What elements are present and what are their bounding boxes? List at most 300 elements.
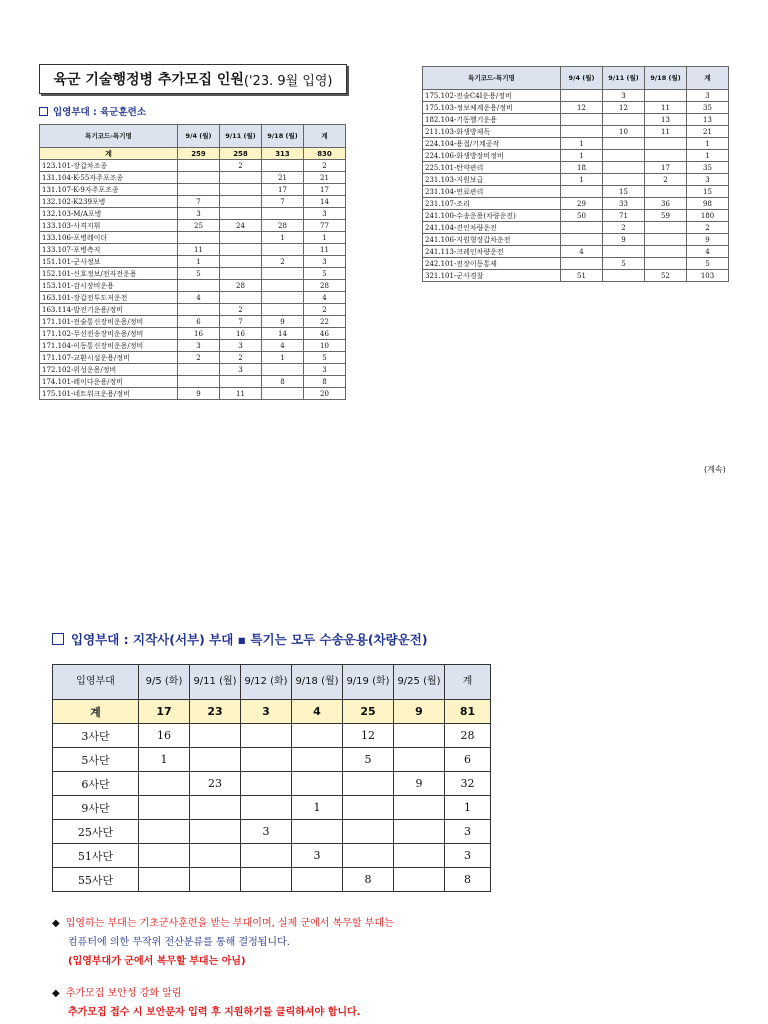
table-western-command: [52, 664, 491, 892]
cell-d2: 2: [220, 304, 262, 316]
table-row: [423, 90, 729, 102]
cell-d3: 28: [262, 220, 304, 232]
table-row: [53, 796, 491, 820]
cell-d3: [262, 388, 304, 400]
table-row: [423, 174, 729, 186]
cell-total: 8: [304, 376, 346, 388]
table-row: [40, 196, 346, 208]
cell-d1: [561, 234, 603, 246]
cell: [292, 724, 343, 748]
cell: 5: [343, 748, 394, 772]
header-cell: 9/5 (화): [139, 665, 190, 700]
cell-d3: [645, 150, 687, 162]
table-row: [40, 364, 346, 376]
note1-line1: 입영하는 부대는 기초군사훈련을 받는 부대이며, 실제 군에서 복무할 부대는: [65, 918, 394, 929]
unit-name: 25사단: [53, 820, 139, 844]
cell-total: 9: [687, 234, 729, 246]
cell-d2: 9: [603, 234, 645, 246]
table-row: [40, 340, 346, 352]
table-row: [423, 258, 729, 270]
table-row: [423, 138, 729, 150]
table-row: [40, 160, 346, 172]
cell-total: 3: [687, 174, 729, 186]
cell: [139, 796, 190, 820]
cell-d3: 2: [645, 174, 687, 186]
cell-total: 10: [304, 340, 346, 352]
diamond-bullet-icon: ◆: [52, 918, 60, 929]
cell-d2: [603, 114, 645, 126]
cell-d1: 6: [178, 316, 220, 328]
cell: [139, 820, 190, 844]
cell-d2: 28: [220, 280, 262, 292]
table-row: [53, 868, 491, 892]
specialty-name: 171.101-전술통신장비운용/정비: [40, 316, 178, 328]
cell-d3: [645, 222, 687, 234]
specialty-name: 172.102-위성운용/정비: [40, 364, 178, 376]
cell: [394, 868, 445, 892]
specialty-name: 133.103-사격지휘: [40, 220, 178, 232]
cell-d1: 3: [178, 340, 220, 352]
cell-d3: 52: [645, 270, 687, 282]
specialty-name: 152.101-신호정보/전자전운용: [40, 268, 178, 280]
specialty-name: 171.102-무선전송장비운용/정비: [40, 328, 178, 340]
cell-d2: [603, 246, 645, 258]
title-sub: ('23. 9월 입영): [243, 73, 333, 89]
cell: [241, 844, 292, 868]
cell: [241, 772, 292, 796]
cell-total: 103: [687, 270, 729, 282]
cell-d2: [603, 150, 645, 162]
cell-d3: [262, 292, 304, 304]
cell-total: 28: [304, 280, 346, 292]
cell-d2: 11: [220, 388, 262, 400]
specialty-name: 133.106-포병레이더: [40, 232, 178, 244]
table-row: [423, 186, 729, 198]
cell: [241, 796, 292, 820]
table-training-center: [39, 124, 346, 400]
cell-total: 180: [687, 210, 729, 222]
header-cell: 입영부대: [53, 665, 139, 700]
cell-d3: [262, 268, 304, 280]
total-d2: 258: [220, 148, 262, 160]
cell-d3: 1: [262, 352, 304, 364]
table-row: [423, 246, 729, 258]
cell: [190, 796, 241, 820]
cell-total: 3: [304, 208, 346, 220]
cell-total: 46: [304, 328, 346, 340]
cell: [241, 724, 292, 748]
cell: [394, 796, 445, 820]
cell: [292, 748, 343, 772]
cell-d1: 9: [178, 388, 220, 400]
cell-total: 5: [687, 258, 729, 270]
cell: 3: [292, 844, 343, 868]
cell-d1: [178, 304, 220, 316]
cell-d3: 4: [262, 340, 304, 352]
specialty-name: 182.104-기동헬기운용: [423, 114, 561, 126]
cell-d2: [220, 376, 262, 388]
cell-d2: 2: [220, 352, 262, 364]
specialty-name: 231.107-조리: [423, 198, 561, 210]
table-row: [40, 328, 346, 340]
cell: 12: [343, 724, 394, 748]
cell-d2: [220, 268, 262, 280]
cell-d1: 18: [561, 162, 603, 174]
table-row: [423, 126, 729, 138]
cell: [394, 724, 445, 748]
cell-d2: 5: [603, 258, 645, 270]
cell-d3: [645, 186, 687, 198]
cell-d1: 29: [561, 198, 603, 210]
cell-d1: [178, 232, 220, 244]
cell: [190, 724, 241, 748]
cell-d3: 7: [262, 196, 304, 208]
cell-d2: [220, 256, 262, 268]
cell-d2: [603, 138, 645, 150]
cell-d1: 50: [561, 210, 603, 222]
header-cell: 9/25 (월): [394, 665, 445, 700]
cell: 28: [445, 724, 491, 748]
cell-d2: [603, 162, 645, 174]
specialty-name: 231.104-연료관리: [423, 186, 561, 198]
table-row: [423, 222, 729, 234]
specialty-name: 231.103-지원보급: [423, 174, 561, 186]
cell-d3: 14: [262, 328, 304, 340]
cell: 3: [241, 820, 292, 844]
table-row: [40, 316, 346, 328]
table-row: [53, 772, 491, 796]
header-d2: 9/11 (월): [220, 125, 262, 148]
table-row: [40, 256, 346, 268]
specialty-name: 224.106-화생방장비정비: [423, 150, 561, 162]
table-row: [40, 292, 346, 304]
specialty-name: 153.101-감시장비운용: [40, 280, 178, 292]
cell-d3: 2: [262, 256, 304, 268]
table-row: [53, 844, 491, 868]
cell-total: 1: [687, 150, 729, 162]
header-d2: 9/11 (월): [603, 67, 645, 90]
cell-d2: [603, 174, 645, 186]
specialty-name: 241.106-지원형장갑차운전: [423, 234, 561, 246]
cell-d2: 33: [603, 198, 645, 210]
specialty-name: 174.101-레이다운용/정비: [40, 376, 178, 388]
cell-d1: [561, 114, 603, 126]
cell-total: 3: [687, 90, 729, 102]
note1-line2: 컴퓨터에 의한 무작위 전산분류를 통해 결정됩니다.: [68, 937, 290, 948]
cell-d1: [561, 222, 603, 234]
total-cell: 81: [445, 700, 491, 724]
cell-d1: [178, 184, 220, 196]
specialty-name: 131.107-K-9자주포조종: [40, 184, 178, 196]
specialty-name: 175.103-정보체계운용/정비: [423, 102, 561, 114]
cell-d1: [178, 364, 220, 376]
table-row: [40, 208, 346, 220]
cell: [343, 844, 394, 868]
diamond-bullet-icon: ◆: [52, 988, 60, 999]
unit-name: 9사단: [53, 796, 139, 820]
cell-d2: 24: [220, 220, 262, 232]
total-row: [40, 148, 346, 160]
cell: 6: [445, 748, 491, 772]
header-cell: 9/12 (화): [241, 665, 292, 700]
cell: [394, 820, 445, 844]
specialty-name: 211.103-화생방제독: [423, 126, 561, 138]
cell-d3: [645, 246, 687, 258]
cell-total: 21: [687, 126, 729, 138]
cell: [190, 748, 241, 772]
specialty-name: 123.101-장갑차조종: [40, 160, 178, 172]
cell-d1: [178, 160, 220, 172]
cell-d2: 2: [220, 160, 262, 172]
table-row: [40, 184, 346, 196]
unit-name: 5사단: [53, 748, 139, 772]
table-row: [53, 724, 491, 748]
cell: [139, 868, 190, 892]
cell: [241, 868, 292, 892]
cell: [394, 748, 445, 772]
specialty-name: 175.101-네트워크운용/정비: [40, 388, 178, 400]
header-cell: 9/18 (월): [292, 665, 343, 700]
specialty-name: 171.107-교환시설운용/정비: [40, 352, 178, 364]
table-row: [423, 234, 729, 246]
cell-d3: [645, 90, 687, 102]
cell-total: 4: [304, 292, 346, 304]
cell-d2: [603, 270, 645, 282]
table-row: [40, 280, 346, 292]
table-row: [423, 102, 729, 114]
cell-d2: [220, 196, 262, 208]
cell-total: 3: [304, 256, 346, 268]
specialty-name: 321.101-군사경찰: [423, 270, 561, 282]
header-cell: 9/11 (월): [190, 665, 241, 700]
cell-d2: 16: [220, 328, 262, 340]
cell-d1: 1: [178, 256, 220, 268]
cell-d2: 71: [603, 210, 645, 222]
cell: 8: [445, 868, 491, 892]
total-cell: 23: [190, 700, 241, 724]
cell: [343, 820, 394, 844]
cell: [190, 820, 241, 844]
cell-d1: 2: [178, 352, 220, 364]
table-row: [423, 114, 729, 126]
cell-total: 2: [687, 222, 729, 234]
cell: 23: [190, 772, 241, 796]
cell-d3: 13: [645, 114, 687, 126]
cell-total: 22: [304, 316, 346, 328]
specialty-name: 175.102-전술C4I운용/정비: [423, 90, 561, 102]
page-title: [39, 64, 347, 94]
cell: 16: [139, 724, 190, 748]
cell-d2: [220, 292, 262, 304]
cell-d3: [262, 280, 304, 292]
cell-d2: [220, 208, 262, 220]
note-1: [52, 914, 394, 971]
cell: [190, 868, 241, 892]
cell-d1: 5: [178, 268, 220, 280]
cell-total: 2: [304, 160, 346, 172]
continued-label: (계속): [704, 465, 726, 474]
cell-total: 35: [687, 102, 729, 114]
total-cell: 4: [292, 700, 343, 724]
cell-d2: 2: [603, 222, 645, 234]
checkbox-icon: [39, 107, 48, 116]
specialty-name: 163.101-장갑전투도저운전: [40, 292, 178, 304]
cell-d3: 8: [262, 376, 304, 388]
table-row: [40, 244, 346, 256]
header-d3: 9/18 (월): [262, 125, 304, 148]
total-cell: 9: [394, 700, 445, 724]
note2-body: 추가모집 접수 시 보안문자 입력 후 지원하기를 클릭하셔야 합니다.: [68, 1007, 361, 1018]
table-row: [423, 270, 729, 282]
section2-label: [52, 630, 428, 648]
specialty-name: 132.103-M/A포병: [40, 208, 178, 220]
cell: [292, 772, 343, 796]
cell: [139, 844, 190, 868]
cell: [241, 748, 292, 772]
specialty-name: 151.101-군사정보: [40, 256, 178, 268]
cell-d3: 1: [262, 232, 304, 244]
table-row: [40, 304, 346, 316]
total-cell: 25: [343, 700, 394, 724]
cell-d1: [561, 258, 603, 270]
cell: 3: [445, 844, 491, 868]
cell-d2: 15: [603, 186, 645, 198]
cell-d2: [220, 172, 262, 184]
cell: [394, 844, 445, 868]
total-cell: 계: [53, 700, 139, 724]
specialty-name: 131.104-K-55자주포조종: [40, 172, 178, 184]
header-cell: 9/19 (화): [343, 665, 394, 700]
table-row: [40, 388, 346, 400]
cell-d3: [262, 208, 304, 220]
cell-d1: 3: [178, 208, 220, 220]
cell-total: 13: [687, 114, 729, 126]
table-row: [423, 210, 729, 222]
total-d3: 313: [262, 148, 304, 160]
unit-name: 3사단: [53, 724, 139, 748]
cell-d1: 4: [178, 292, 220, 304]
title-main: 육군 기술행정병 추가모집 인원: [53, 72, 244, 88]
specialty-name: 133.107-포병측지: [40, 244, 178, 256]
cell-d1: 16: [178, 328, 220, 340]
cell: 32: [445, 772, 491, 796]
cell-total: 5: [304, 352, 346, 364]
cell: [343, 772, 394, 796]
specialty-name: 163.114-발전기운용/정비: [40, 304, 178, 316]
cell-total: 14: [304, 196, 346, 208]
cell-total: 1: [687, 138, 729, 150]
cell-d1: 12: [561, 102, 603, 114]
cell: 1: [139, 748, 190, 772]
cell-d3: 59: [645, 210, 687, 222]
total-row: [53, 700, 491, 724]
cell-d1: 1: [561, 138, 603, 150]
cell-d3: [262, 364, 304, 376]
cell: [190, 844, 241, 868]
header-cell: 계: [445, 665, 491, 700]
cell: 1: [292, 796, 343, 820]
table-row: [423, 162, 729, 174]
header-total: 계: [687, 67, 729, 90]
specialty-name: 132.102-K239포병: [40, 196, 178, 208]
table-row: [423, 150, 729, 162]
cell: [292, 820, 343, 844]
table-row: [40, 232, 346, 244]
cell-d3: 9: [262, 316, 304, 328]
cell: [343, 796, 394, 820]
specialty-name: 171.104-이동통신장비운용/정비: [40, 340, 178, 352]
total-sum: 830: [304, 148, 346, 160]
table-row: [40, 268, 346, 280]
cell-total: 2: [304, 304, 346, 316]
cell-d1: 1: [561, 174, 603, 186]
cell-d3: [645, 258, 687, 270]
specialty-name: 242.101-전장이동통제: [423, 258, 561, 270]
section2-text: 입영부대 : 지작사(서부) 부대 ▪ 특기는 모두 수송운용(차량운전): [71, 632, 428, 647]
specialty-name: 241.113-크레인차량운전: [423, 246, 561, 258]
cell-d1: 7: [178, 196, 220, 208]
cell-d1: [178, 172, 220, 184]
cell-d1: [178, 280, 220, 292]
cell-d1: [561, 126, 603, 138]
cell-d2: [220, 184, 262, 196]
specialty-name: 241.104-견인차량운전: [423, 222, 561, 234]
cell-d1: 25: [178, 220, 220, 232]
header-total: 계: [304, 125, 346, 148]
note1-line3: (입영부대가 군에서 복무할 부대는 아님): [68, 956, 246, 967]
total-cell: 3: [241, 700, 292, 724]
unit-name: 51사단: [53, 844, 139, 868]
cell-d2: 12: [603, 102, 645, 114]
cell-d3: [645, 138, 687, 150]
header-d1: 9/4 (월): [561, 67, 603, 90]
table-row: [40, 352, 346, 364]
table-row: [53, 820, 491, 844]
cell-d3: 11: [645, 102, 687, 114]
cell-total: 35: [687, 162, 729, 174]
section1-label: [39, 104, 146, 118]
section1-text: 입영부대 : 육군훈련소: [53, 107, 147, 118]
note2-title: 추가모집 보안성 강화 알림: [65, 988, 182, 999]
cell-total: 77: [304, 220, 346, 232]
cell-d2: [220, 244, 262, 256]
cell-d3: 17: [262, 184, 304, 196]
cell-d1: [178, 376, 220, 388]
cell-d3: [262, 244, 304, 256]
table-row: [40, 220, 346, 232]
cell-d3: 21: [262, 172, 304, 184]
cell-total: 17: [304, 184, 346, 196]
cell-total: 5: [304, 268, 346, 280]
checkbox-icon: [52, 633, 64, 645]
cell-d2: 3: [220, 340, 262, 352]
cell-d2: [220, 232, 262, 244]
cell-d1: 11: [178, 244, 220, 256]
cell-d1: 51: [561, 270, 603, 282]
specialty-name: 225.101-탄약관리: [423, 162, 561, 174]
cell-total: 1: [304, 232, 346, 244]
header-code: 특기코드-특기명: [423, 67, 561, 90]
header-code: 특기코드-특기명: [40, 125, 178, 148]
cell-d2: 7: [220, 316, 262, 328]
table-training-center-continued: [422, 66, 729, 282]
cell-d1: [561, 90, 603, 102]
table-row: [423, 198, 729, 210]
cell-d3: 17: [645, 162, 687, 174]
note-2: [52, 984, 360, 1022]
cell-total: 11: [304, 244, 346, 256]
cell-d1: 1: [561, 150, 603, 162]
